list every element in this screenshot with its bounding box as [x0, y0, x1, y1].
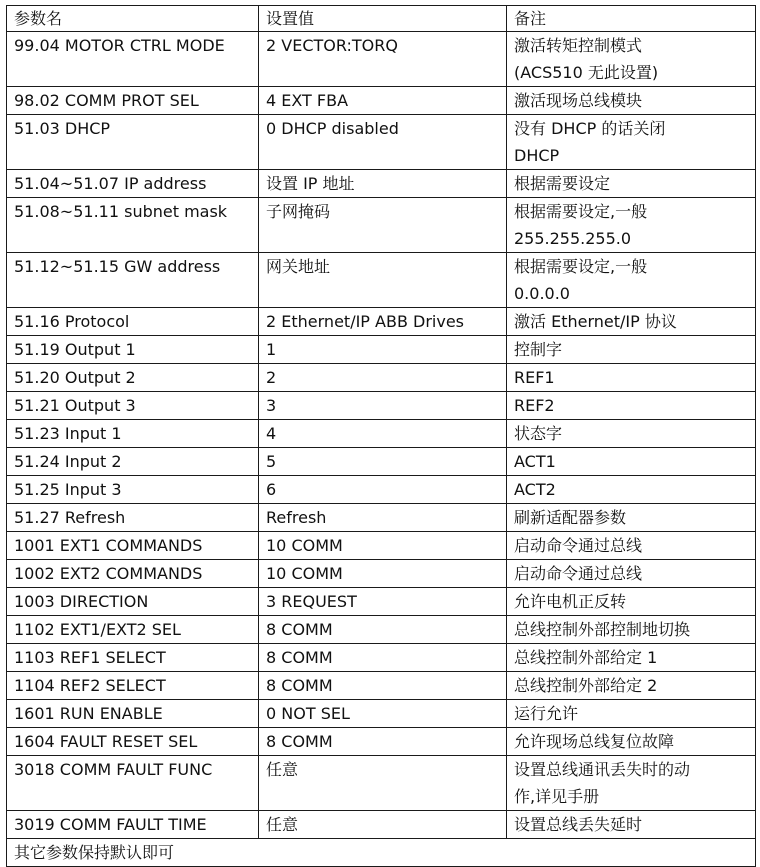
footer-row [7, 839, 756, 867]
param-cell: 1104 REF2 SELECT [7, 672, 259, 700]
value-cell: 3 REQUEST [259, 588, 507, 616]
note-cell [507, 476, 756, 504]
value-cell: 0 DHCP disabled [259, 115, 507, 170]
note-line: ACT1 [514, 452, 556, 471]
note-line: DHCP [514, 146, 560, 165]
note-line: 运行允许 [514, 704, 579, 723]
value-cell: 网关地址 [259, 253, 507, 308]
param-cell: 3018 COMM FAULT FUNC [7, 756, 259, 811]
value-cell: 4 EXT FBA [259, 87, 507, 115]
note-line: 激活转矩控制模式 [514, 36, 643, 55]
value-cell: 3 [259, 392, 507, 420]
param-cell: 51.25 Input 3 [7, 476, 259, 504]
header-param: 参数名 [7, 6, 259, 32]
note-cell [507, 728, 756, 756]
note-line: 设置总线丢失延时 [514, 815, 643, 834]
param-cell: 1002 EXT2 COMMANDS [7, 560, 259, 588]
note-line: 没有 DHCP 的话关闭 [514, 119, 666, 138]
value-cell: 0 NOT SEL [259, 700, 507, 728]
note-line: 根据需要设定,一般 [514, 202, 648, 221]
value-cell: 子网掩码 [259, 198, 507, 253]
table-row [7, 504, 756, 532]
note-line: ACT2 [514, 480, 556, 499]
note-line: REF1 [514, 368, 555, 387]
param-cell: 51.04~51.07 IP address [7, 170, 259, 198]
param-cell: 51.12~51.15 GW address [7, 253, 259, 308]
note-cell [507, 392, 756, 420]
note-line: 状态字 [514, 424, 563, 443]
value-cell: 任意 [259, 811, 507, 839]
note-line: (ACS510 无此设置) [514, 63, 659, 82]
table-row [7, 728, 756, 756]
param-cell: 51.19 Output 1 [7, 336, 259, 364]
param-cell: 99.04 MOTOR CTRL MODE [7, 32, 259, 87]
param-cell: 51.27 Refresh [7, 504, 259, 532]
note-cell [507, 672, 756, 700]
note-cell [507, 560, 756, 588]
value-cell: 2 VECTOR:TORQ [259, 32, 507, 87]
note-line: 总线控制外部给定 2 [514, 676, 658, 695]
note-line: REF2 [514, 396, 555, 415]
note-cell [507, 588, 756, 616]
table-row [7, 644, 756, 672]
param-cell: 51.03 DHCP [7, 115, 259, 170]
footer-note: 其它参数保持默认即可 [7, 839, 756, 867]
table-row [7, 700, 756, 728]
param-cell: 3019 COMM FAULT TIME [7, 811, 259, 839]
parameter-table [6, 5, 756, 867]
value-cell: 8 COMM [259, 644, 507, 672]
param-cell: 51.08~51.11 subnet mask [7, 198, 259, 253]
note-cell [507, 532, 756, 560]
note-cell [507, 198, 756, 253]
note-cell [507, 616, 756, 644]
value-cell: 10 COMM [259, 532, 507, 560]
note-line: 作,详见手册 [514, 787, 600, 806]
table-row [7, 560, 756, 588]
table-row [7, 672, 756, 700]
note-cell [507, 253, 756, 308]
table-row [7, 198, 756, 253]
table-row [7, 811, 756, 839]
table-row [7, 532, 756, 560]
table-body [7, 32, 756, 839]
note-line: 刷新适配器参数 [514, 508, 627, 527]
note-cell [507, 364, 756, 392]
note-line: 允许电机正反转 [514, 592, 627, 611]
note-cell [507, 115, 756, 170]
note-line: 激活 Ethernet/IP 协议 [514, 312, 677, 331]
note-line: 设置总线通讯丢失时的动 [514, 760, 691, 779]
note-line: 激活现场总线模块 [514, 91, 643, 110]
note-cell [507, 32, 756, 87]
value-cell: 8 COMM [259, 728, 507, 756]
table-row [7, 336, 756, 364]
note-line: 总线控制外部给定 1 [514, 648, 658, 667]
value-cell: 设置 IP 地址 [259, 170, 507, 198]
note-line: 启动命令通过总线 [514, 536, 643, 555]
note-cell [507, 308, 756, 336]
note-line: 控制字 [514, 340, 563, 359]
value-cell: 8 COMM [259, 672, 507, 700]
header-value: 设置值 [259, 6, 507, 32]
value-cell: 6 [259, 476, 507, 504]
note-line: 0.0.0.0 [514, 284, 570, 303]
value-cell: Refresh [259, 504, 507, 532]
value-cell: 4 [259, 420, 507, 448]
note-cell [507, 420, 756, 448]
table-row [7, 87, 756, 115]
note-line: 启动命令通过总线 [514, 564, 643, 583]
param-cell: 98.02 COMM PROT SEL [7, 87, 259, 115]
note-cell [507, 811, 756, 839]
header-note: 备注 [507, 6, 756, 32]
param-cell: 51.23 Input 1 [7, 420, 259, 448]
table-row [7, 392, 756, 420]
value-cell: 1 [259, 336, 507, 364]
note-cell [507, 504, 756, 532]
param-cell: 1601 RUN ENABLE [7, 700, 259, 728]
table-row [7, 170, 756, 198]
param-cell: 51.16 Protocol [7, 308, 259, 336]
note-cell [507, 644, 756, 672]
value-cell: 10 COMM [259, 560, 507, 588]
value-cell: 5 [259, 448, 507, 476]
param-cell: 1103 REF1 SELECT [7, 644, 259, 672]
header-row [7, 6, 756, 32]
note-cell [507, 170, 756, 198]
note-line: 255.255.255.0 [514, 229, 632, 248]
table-row [7, 308, 756, 336]
value-cell: 2 Ethernet/IP ABB Drives [259, 308, 507, 336]
note-line: 根据需要设定 [514, 174, 611, 193]
table-row [7, 476, 756, 504]
table-row [7, 420, 756, 448]
param-cell: 1003 DIRECTION [7, 588, 259, 616]
table-row [7, 448, 756, 476]
note-cell [507, 448, 756, 476]
param-cell: 51.24 Input 2 [7, 448, 259, 476]
value-cell: 任意 [259, 756, 507, 811]
note-cell [507, 87, 756, 115]
param-cell: 51.20 Output 2 [7, 364, 259, 392]
param-cell: 1604 FAULT RESET SEL [7, 728, 259, 756]
table-row [7, 364, 756, 392]
param-cell: 1001 EXT1 COMMANDS [7, 532, 259, 560]
note-cell [507, 700, 756, 728]
table-row [7, 253, 756, 308]
value-cell: 8 COMM [259, 616, 507, 644]
value-cell: 2 [259, 364, 507, 392]
note-line: 根据需要设定,一般 [514, 257, 648, 276]
param-cell: 51.21 Output 3 [7, 392, 259, 420]
param-cell: 1102 EXT1/EXT2 SEL [7, 616, 259, 644]
table-row [7, 32, 756, 87]
note-line: 总线控制外部控制地切换 [514, 620, 691, 639]
table-row [7, 616, 756, 644]
table-row [7, 588, 756, 616]
table-row [7, 756, 756, 811]
note-cell [507, 756, 756, 811]
note-cell [507, 336, 756, 364]
table-row [7, 115, 756, 170]
note-line: 允许现场总线复位故障 [514, 732, 675, 751]
